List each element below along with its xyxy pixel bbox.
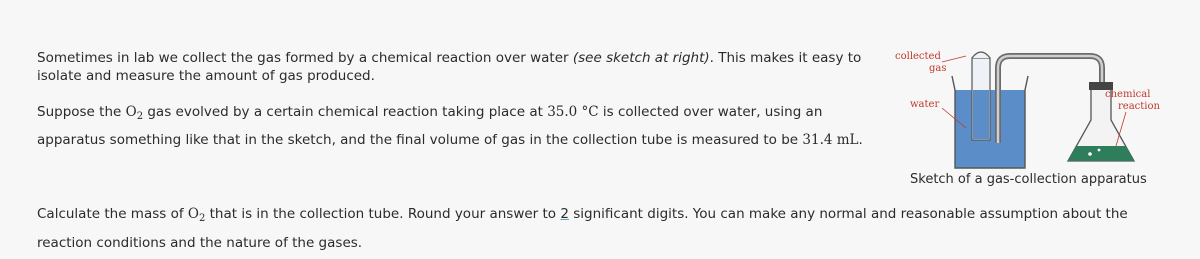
- o2-symbol: O: [125, 104, 137, 120]
- question-text-c: significant digits. You can make any normal and reasonable assumption about the reaction conditions and the nature of the gases.: [37, 206, 1128, 251]
- gas-collection-sketch: [880, 28, 1170, 173]
- label-water: water: [910, 99, 940, 110]
- intro-paragraph: [37, 49, 877, 85]
- label-gas: gas: [929, 63, 947, 74]
- label-reaction: reaction: [1118, 101, 1160, 112]
- intro-text-b: . This makes it easy to isolate and measure the amount of gas produced.: [37, 50, 862, 84]
- temperature-value: 35.0 °C: [547, 104, 599, 120]
- question-text-b: that is in the collection tube. Round your answer to: [205, 206, 561, 222]
- label-collected: collected: [895, 51, 941, 62]
- sig-figs-value: 2: [560, 206, 569, 222]
- intro-text-italic: (see sketch at right): [572, 50, 710, 66]
- arrow-collected: [942, 56, 966, 62]
- bubble: [1098, 149, 1101, 152]
- o2-subscript: 2: [198, 213, 206, 224]
- question-text-a: Calculate the mass of: [37, 206, 188, 222]
- setup-text-a: Suppose the: [37, 104, 126, 120]
- bubble: [1088, 152, 1092, 156]
- o2-formula: [188, 206, 205, 222]
- question-paragraph: [37, 200, 1187, 258]
- sketch-caption: Sketch of a gas-collection apparatus: [910, 172, 1147, 187]
- volume-value: 31.4 mL: [802, 132, 859, 148]
- setup-text-d: .: [858, 132, 863, 148]
- o2-formula: [126, 104, 143, 120]
- o2-subscript: 2: [136, 111, 144, 122]
- label-chemical: chemical: [1105, 89, 1151, 100]
- problem-setup-paragraph: [37, 98, 887, 154]
- intro-text-a: Sometimes in lab we collect the gas formed by a chemical reaction over water: [37, 50, 573, 66]
- setup-text-c: is collected over water, using an apparatus something like that in the sketch, and the final volume of gas in the collection tube is measured to be: [37, 104, 823, 148]
- tube-top: [972, 52, 990, 58]
- reaction-liquid: [1068, 146, 1134, 161]
- setup-text-b: gas evolved by a certain chemical reaction taking place at: [143, 104, 548, 120]
- tube-water: [973, 90, 989, 139]
- o2-symbol: O: [187, 206, 199, 222]
